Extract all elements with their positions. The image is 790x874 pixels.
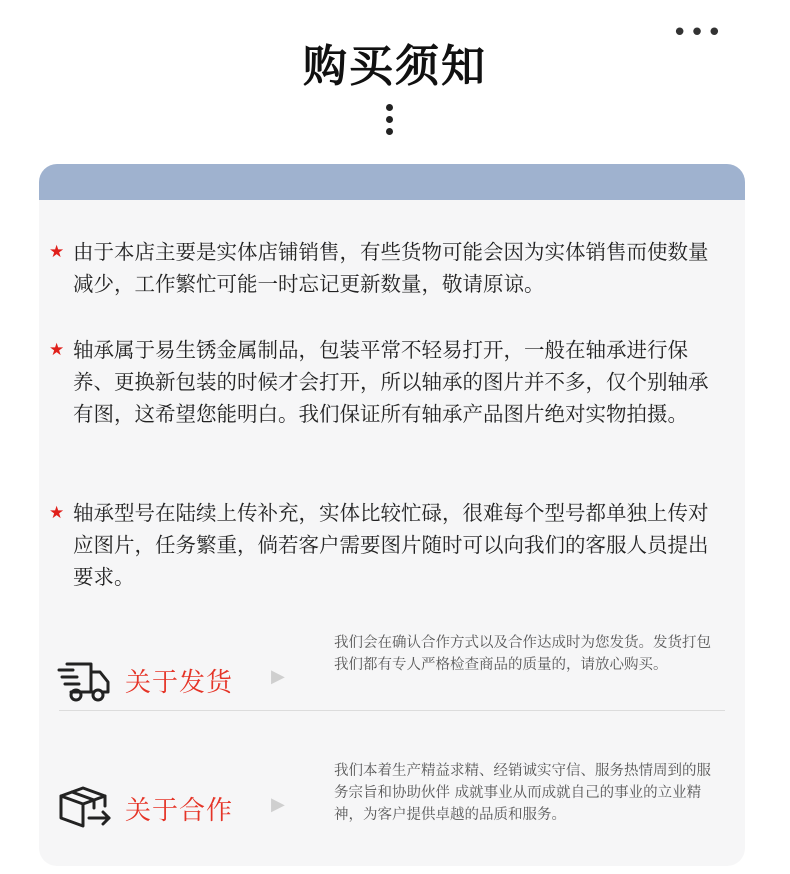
service-label: 关于发货 xyxy=(125,668,234,698)
service-shipping xyxy=(39,632,745,732)
more-options-icon[interactable]: ••• xyxy=(671,18,724,48)
star-icon: ★ xyxy=(49,503,65,523)
service-description: 我们本着生产精益求精、经销诚实守信、服务热情周到的服务宗旨和协助伙伴 成就事业从而成就自己的事业的立业精神，为客户提供卓越的品质和服务。 xyxy=(334,763,711,823)
notice-item xyxy=(49,236,709,300)
star-icon: ★ xyxy=(49,242,65,262)
service-description: 我们会在确认合作方式以及合作达成时为您发货。发货打包我们都有专人严格检查商品的质量的，请放心购买。 xyxy=(334,635,711,673)
notice-text: 由于本店主要是实体店铺销售，有些货物可能会因为实体销售而使数量减少，工作繁忙可能一时忘记更新数量，敬请原谅。 xyxy=(73,240,709,296)
box-arrow-icon xyxy=(57,780,111,834)
notice-card xyxy=(39,164,745,866)
service-cooperation xyxy=(39,760,745,860)
star-icon: ★ xyxy=(49,340,65,360)
notice-item xyxy=(49,334,709,430)
notice-text: 轴承型号在陆续上传补充，实体比较忙碌，很难每个型号都单独上传对应图片，任务繁重，倘若客户需要图片随时可以向我们的客服人员提出要求。 xyxy=(73,501,709,589)
vertical-dots-icon xyxy=(383,104,395,135)
service-label: 关于合作 xyxy=(125,796,234,826)
play-arrow-icon: ▶ xyxy=(271,666,285,687)
play-arrow-icon: ▶ xyxy=(271,794,285,815)
section-divider xyxy=(59,710,725,711)
notice-text: 轴承属于易生锈金属制品，包装平常不轻易打开，一般在轴承进行保养、更换新包装的时候才会打开，所以轴承的图片并不多，仅个别轴承有图，这希望您能明白。我们保证所有轴承产品图片绝对实物拍摄。 xyxy=(73,338,709,426)
card-header-bar xyxy=(39,164,745,200)
page-title: 购买须知 xyxy=(303,41,487,92)
delivery-truck-icon xyxy=(57,652,111,706)
notice-item xyxy=(49,497,709,593)
